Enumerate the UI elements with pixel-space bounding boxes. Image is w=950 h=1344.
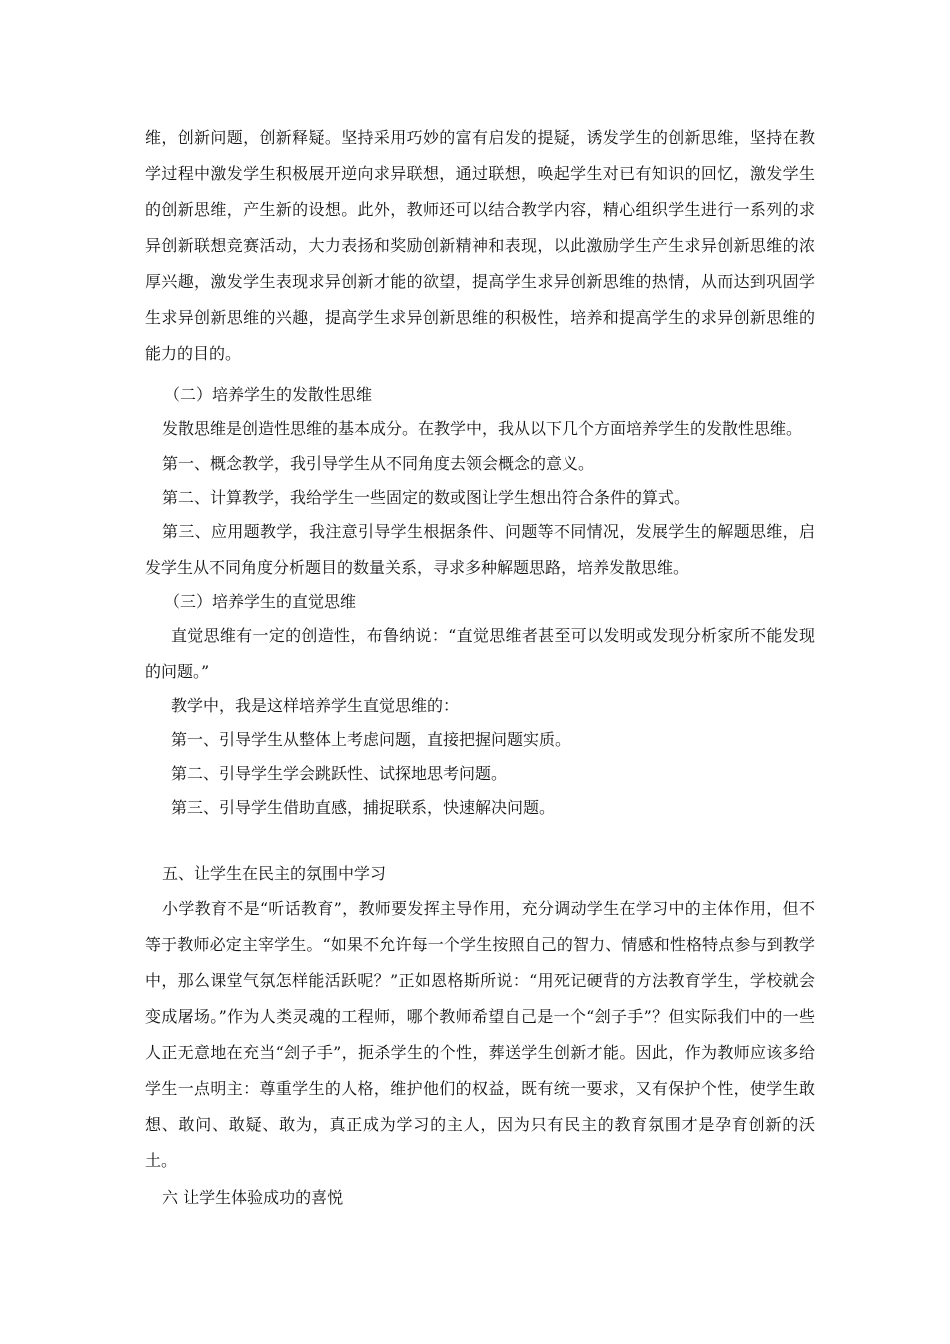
paragraph-calculation-teaching: 第二、计算教学，我给学生一些固定的数或图让学生想出符合条件的算式。 bbox=[162, 488, 691, 507]
paragraph-intuitive-step-2: 第二、引导学生学会跳跃性、试探地思考问题。 bbox=[171, 764, 508, 783]
paragraph-seeking-difference-thinking: 维，创新问题，创新释疑。坚持采用巧妙的富有启发的提疑，诱发学生的创新思维，坚持在教学过程中激发学生积极展开逆向求异联想，通过联想，唤起学生对已有知识的回忆，激发学生的创新思维，产生新的设想。此外，教师还可以结合教学内容，精心组织学生进行一系列的求异创新联想竞赛活动，大力表扬和奖励创新精神和表现，以此激励学生产生求异创新思维的浓厚兴趣，激发学生表现求异创新才能的欲望，提高学生求异创新思维的热情，从而达到巩固学生求异创新思维的兴趣，提高学生求异创新思维的积极性，培养和提高学生的求异创新思维的能力的目的。 bbox=[145, 128, 815, 363]
paragraph-intuitive-step-3: 第三、引导学生借助直感，捕捉联系，快速解决问题。 bbox=[171, 798, 556, 817]
section-heading-intuitive-thinking: （三）培养学生的直觉思维 bbox=[164, 592, 357, 611]
section-heading-divergent-thinking: （二）培养学生的发散性思维 bbox=[164, 385, 373, 404]
paragraph-intuitive-step-1: 第一、引导学生从整体上考虑问题，直接把握问题实质。 bbox=[171, 730, 572, 749]
paragraph-intuitive-method: 教学中，我是这样培养学生直觉思维的： bbox=[171, 696, 460, 715]
paragraph-concept-teaching: 第一、概念教学，我引导学生从不同角度去领会概念的意义。 bbox=[162, 454, 595, 473]
paragraph-democratic-atmosphere: 小学教育不是“听话教育”，教师要发挥主导作用，充分调动学生在学习中的主体作用，但不等于教师必定主宰学生。“如果不允许每一个学生按照自己的智力、情感和性格特点参与到教学中，那么课堂气氛怎样能活跃呢？”正如恩格斯所说：“用死记硬背的方法教育学生，学校就会变成屠场。”作为人类灵魂的工程师，哪个教师希望自己是一个“刽子手”？但实际我们中的一些人正无意地在充当“刽子手”，扼杀学生的个性，葬送学生创新才能。因此，作为教师应该多给学生一点明主：尊重学生的人格，维护他们的权益，既有统一要求，又有保护个性，使学生敢想、敢问、敢疑、敢为，真正成为学习的主人，因为只有民主的教育氛围才是孕育创新的沃土。 bbox=[145, 899, 815, 1170]
section-heading-experience-success: 六 让学生体验成功的喜悦 bbox=[162, 1188, 344, 1207]
section-heading-democratic-atmosphere: 五、让学生在民主的氛围中学习 bbox=[162, 864, 387, 883]
paragraph-divergent-intro: 发散思维是创造性思维的基本成分。在教学中，我从以下几个方面培养学生的发散性思维。 bbox=[162, 419, 803, 438]
paragraph-intuitive-intro: 直觉思维有一定的创造性，布鲁纳说：“直觉思维者甚至可以发明或发现分析家所不能发现的问题。” bbox=[145, 626, 815, 681]
paragraph-word-problem-teaching: 第三、应用题教学，我注意引导学生根据条件、问题等不同情况，发展学生的解题思维，启发学生从不同角度分析题目的数量关系，寻求多种解题思路，培养发散思维。 bbox=[145, 522, 815, 577]
